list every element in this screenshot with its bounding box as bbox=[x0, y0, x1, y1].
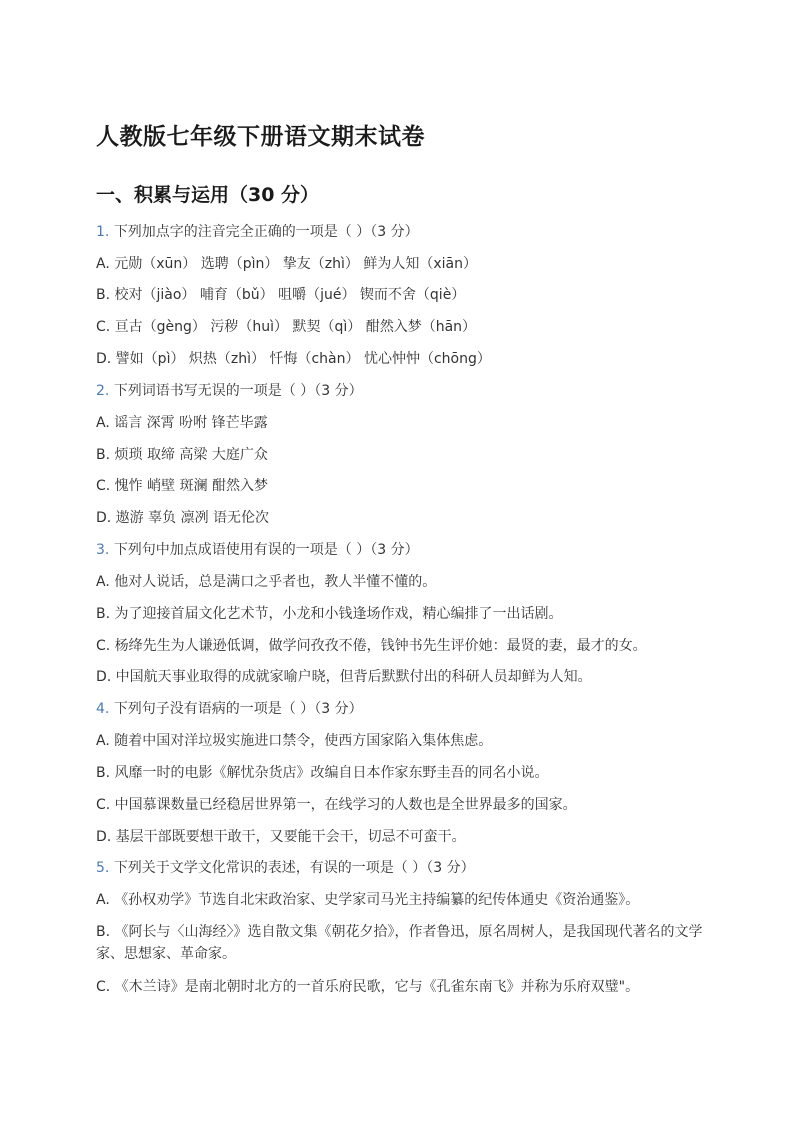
document-title: 人教版七年级下册语文期末试卷 bbox=[96, 124, 425, 150]
answer-option: C. 杨绛先生为人谦逊低调，做学问孜孜不倦，钱钟书先生评价她：最贤的妻，最才的女。 bbox=[96, 638, 647, 654]
question-stem bbox=[96, 539, 419, 561]
question-text: 下列词语书写无误的一项是（ ）（3 分） bbox=[113, 383, 363, 399]
answer-option: D. 中国航天事业取得的成就家喻户晓，但背后默默付出的科研人员却鲜为人知。 bbox=[96, 669, 592, 685]
answer-option: A. 元勋（xūn） 选聘（pìn） 挚友（zhì） 鲜为人知（xiān） bbox=[96, 256, 477, 272]
answer-option: B. 校对（jiào） 哺育（bǔ） 咀嚼（jué） 锲而不舍（qiè） bbox=[96, 287, 466, 303]
answer-option: C. 亘古（gèng） 污秽（huì） 默契（qì） 酣然入梦（hān） bbox=[96, 319, 477, 335]
question-text: 下列句中加点成语使用有误的一项是（ ）（3 分） bbox=[113, 542, 419, 558]
answer-option: D. 譬如（pì） 炽热（zhì） 忏悔（chàn） 忧心忡忡（chōng） bbox=[96, 351, 491, 367]
question-number: 4. bbox=[96, 701, 110, 717]
question-stem bbox=[96, 698, 363, 720]
question-text: 下列句子没有语病的一项是（ ）（3 分） bbox=[113, 701, 363, 717]
question-text: 下列加点字的注音完全正确的一项是（ ）（3 分） bbox=[113, 224, 419, 240]
answer-option: B. 烦琐 取缔 高梁 大庭广众 bbox=[96, 447, 268, 463]
question-text: 下列关于文学文化常识的表述，有误的一项是（ ）（3 分） bbox=[113, 860, 475, 876]
question-number: 1. bbox=[96, 224, 110, 240]
section-heading: 一、积累与运用（30 分） bbox=[96, 184, 320, 206]
answer-option: A. 随着中国对洋垃圾实施进口禁令，使西方国家陷入集体焦虑。 bbox=[96, 733, 493, 749]
question-number: 3. bbox=[96, 542, 110, 558]
answer-option: B. 《阿长与〈山海经〉》选自散文集《朝花夕拾》，作者鲁迅，原名周树人，是我国现代著名的文学家、思想家、革命家。 bbox=[96, 924, 703, 962]
question-number: 5. bbox=[96, 860, 110, 876]
answer-option: A. 谣言 深霄 吩咐 锋芒毕露 bbox=[96, 415, 268, 431]
answer-option: B. 为了迎接首届文化艺术节，小龙和小钱逢场作戏，精心编排了一出话剧。 bbox=[96, 606, 563, 622]
answer-option: D. 基层干部既要想干敢干，又要能干会干，切忌不可蛮干。 bbox=[96, 829, 466, 845]
question-stem bbox=[96, 380, 363, 402]
answer-option: C. 中国慕课数量已经稳居世界第一，在线学习的人数也是全世界最多的国家。 bbox=[96, 797, 577, 813]
answer-option: D. 遨游 辜负 凛冽 语无伦次 bbox=[96, 510, 270, 526]
answer-option: A. 他对人说话，总是满口之乎者也，教人半懂不懂的。 bbox=[96, 574, 437, 590]
answer-option: C. 愧怍 峭壁 斑澜 酣然入梦 bbox=[96, 478, 269, 494]
question-number: 2. bbox=[96, 383, 110, 399]
answer-option: B. 风靡一时的电影《解忧杂货店》改编自日本作家东野圭吾的同名小说。 bbox=[96, 765, 549, 781]
question-stem bbox=[96, 221, 419, 243]
answer-option: C. 《木兰诗》是南北朝时北方的一首乐府民歌，它与《孔雀东南飞》并称为乐府双璧"。 bbox=[96, 979, 640, 995]
question-stem bbox=[96, 857, 475, 879]
answer-option: A. 《孙权劝学》节选自北宋政治家、史学家司马光主持编纂的纪传体通史《资治通鉴》。 bbox=[96, 892, 640, 908]
